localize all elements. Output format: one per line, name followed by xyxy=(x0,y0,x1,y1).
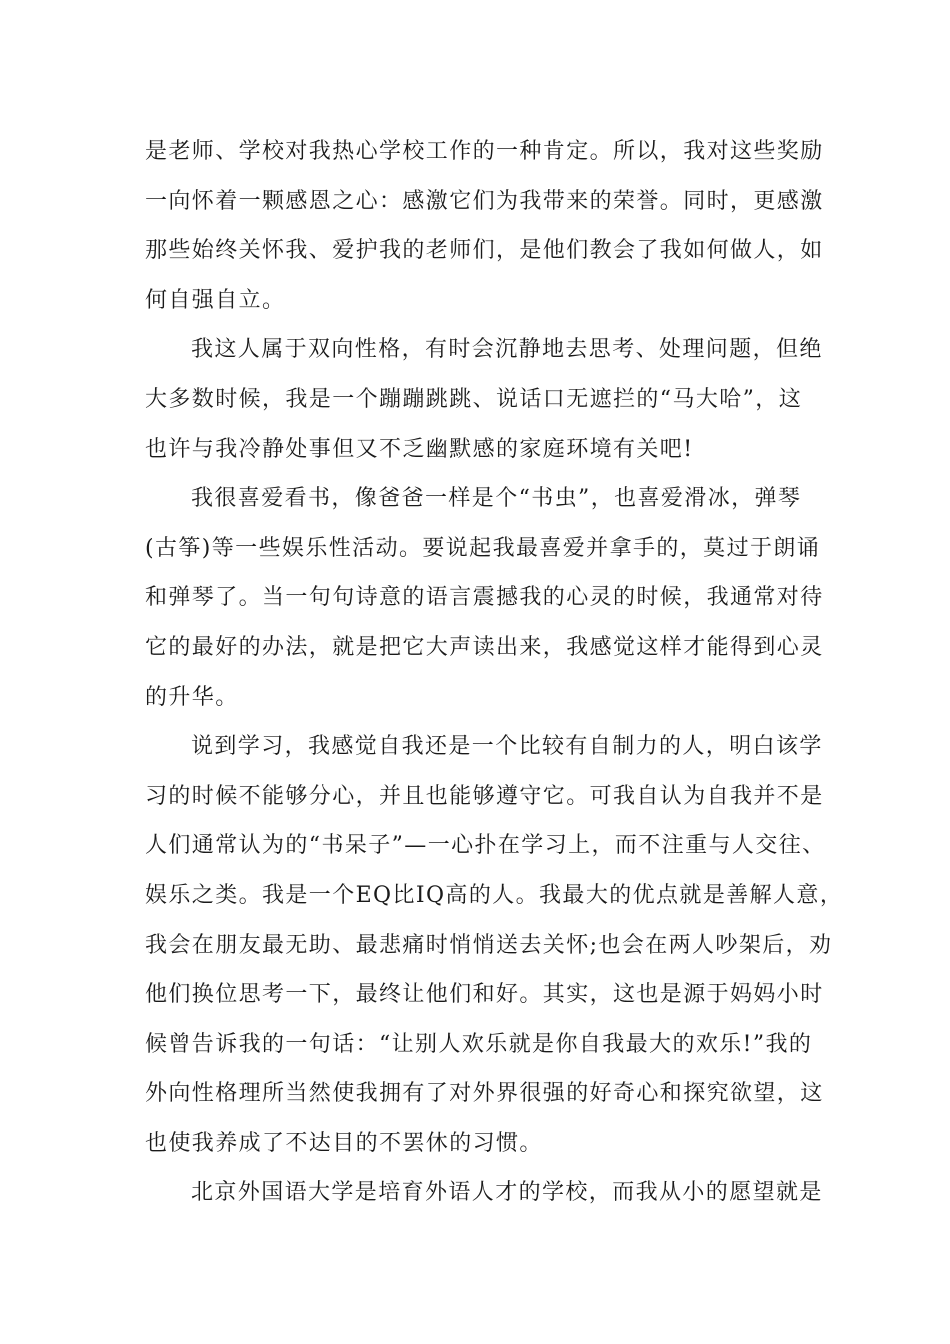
text-line: 我很喜爱看书，像爸爸一样是个“书虫”，也喜爱滑冰，弹琴 xyxy=(191,486,802,512)
text-line: 我会在朋友最无助、最悲痛时悄悄送去关怀;也会在两人吵架后，劝 xyxy=(145,932,833,958)
text-line: 一向怀着一颗感恩之心：感激它们为我带来的荣誉。同时，更感激 xyxy=(145,188,824,214)
text-line: 北京外国语大学是培育外语人才的学校，而我从小的愿望就是 xyxy=(191,1180,823,1206)
text-line: 人们通常认为的“书呆子”—一心扑在学习上，而不注重与人交往、 xyxy=(145,833,826,859)
document-body xyxy=(145,127,844,1218)
text-line: 说到学习，我感觉自我还是一个比较有自制力的人，明白该学 xyxy=(191,734,823,760)
text-line: 它的最好的办法，就是把它大声读出来，我感觉这样才能得到心灵 xyxy=(145,634,824,660)
text-line: 的升华。 xyxy=(145,684,239,710)
text-line: 候曾告诉我的一句话：“让别人欢乐就是你自我最大的欢乐!”我的 xyxy=(145,1031,813,1057)
text-line: 也许与我冷静处事但又不乏幽默感的家庭环境有关吧! xyxy=(145,436,694,462)
text-line: 娱乐之类。我是一个EQ比IQ高的人。我最大的优点就是善解人意， xyxy=(145,882,844,908)
paragraph-3 xyxy=(145,474,824,722)
text-line: 习的时候不能够分心，并且也能够遵守它。可我自认为自我并不是 xyxy=(145,783,824,809)
paragraph-2 xyxy=(145,325,823,474)
text-line: 和弹琴了。当一句句诗意的语言震撼我的心灵的时候，我通常对待 xyxy=(145,585,824,611)
text-line: 大多数时候，我是一个蹦蹦跳跳、说话口无遮拦的“马大哈”，这 xyxy=(145,386,803,412)
text-line: 我这人属于双向性格，有时会沉静地去思考、处理问题，但绝 xyxy=(191,337,823,363)
text-line: 那些始终关怀我、爱护我的老师们，是他们教会了我如何做人，如 xyxy=(145,238,824,264)
text-line: 外向性格理所当然使我拥有了对外界很强的好奇心和探究欲望，这 xyxy=(145,1081,824,1107)
text-line: 何自强自立。 xyxy=(145,287,286,313)
text-line: 也使我养成了不达目的不罢休的习惯。 xyxy=(145,1130,543,1156)
text-line: 他们换位思考一下，最终让他们和好。其实，这也是源于妈妈小时 xyxy=(145,982,824,1008)
text-line: 是老师、学校对我热心学校工作的一种肯定。所以，我对这些奖励 xyxy=(145,139,824,164)
text-line: (古筝)等一些娱乐性活动。要说起我最喜爱并拿手的，莫过于朗诵 xyxy=(145,535,821,561)
paragraph-4 xyxy=(145,722,844,1168)
paragraph-1 xyxy=(145,127,824,325)
paragraph-5 xyxy=(145,1168,823,1218)
